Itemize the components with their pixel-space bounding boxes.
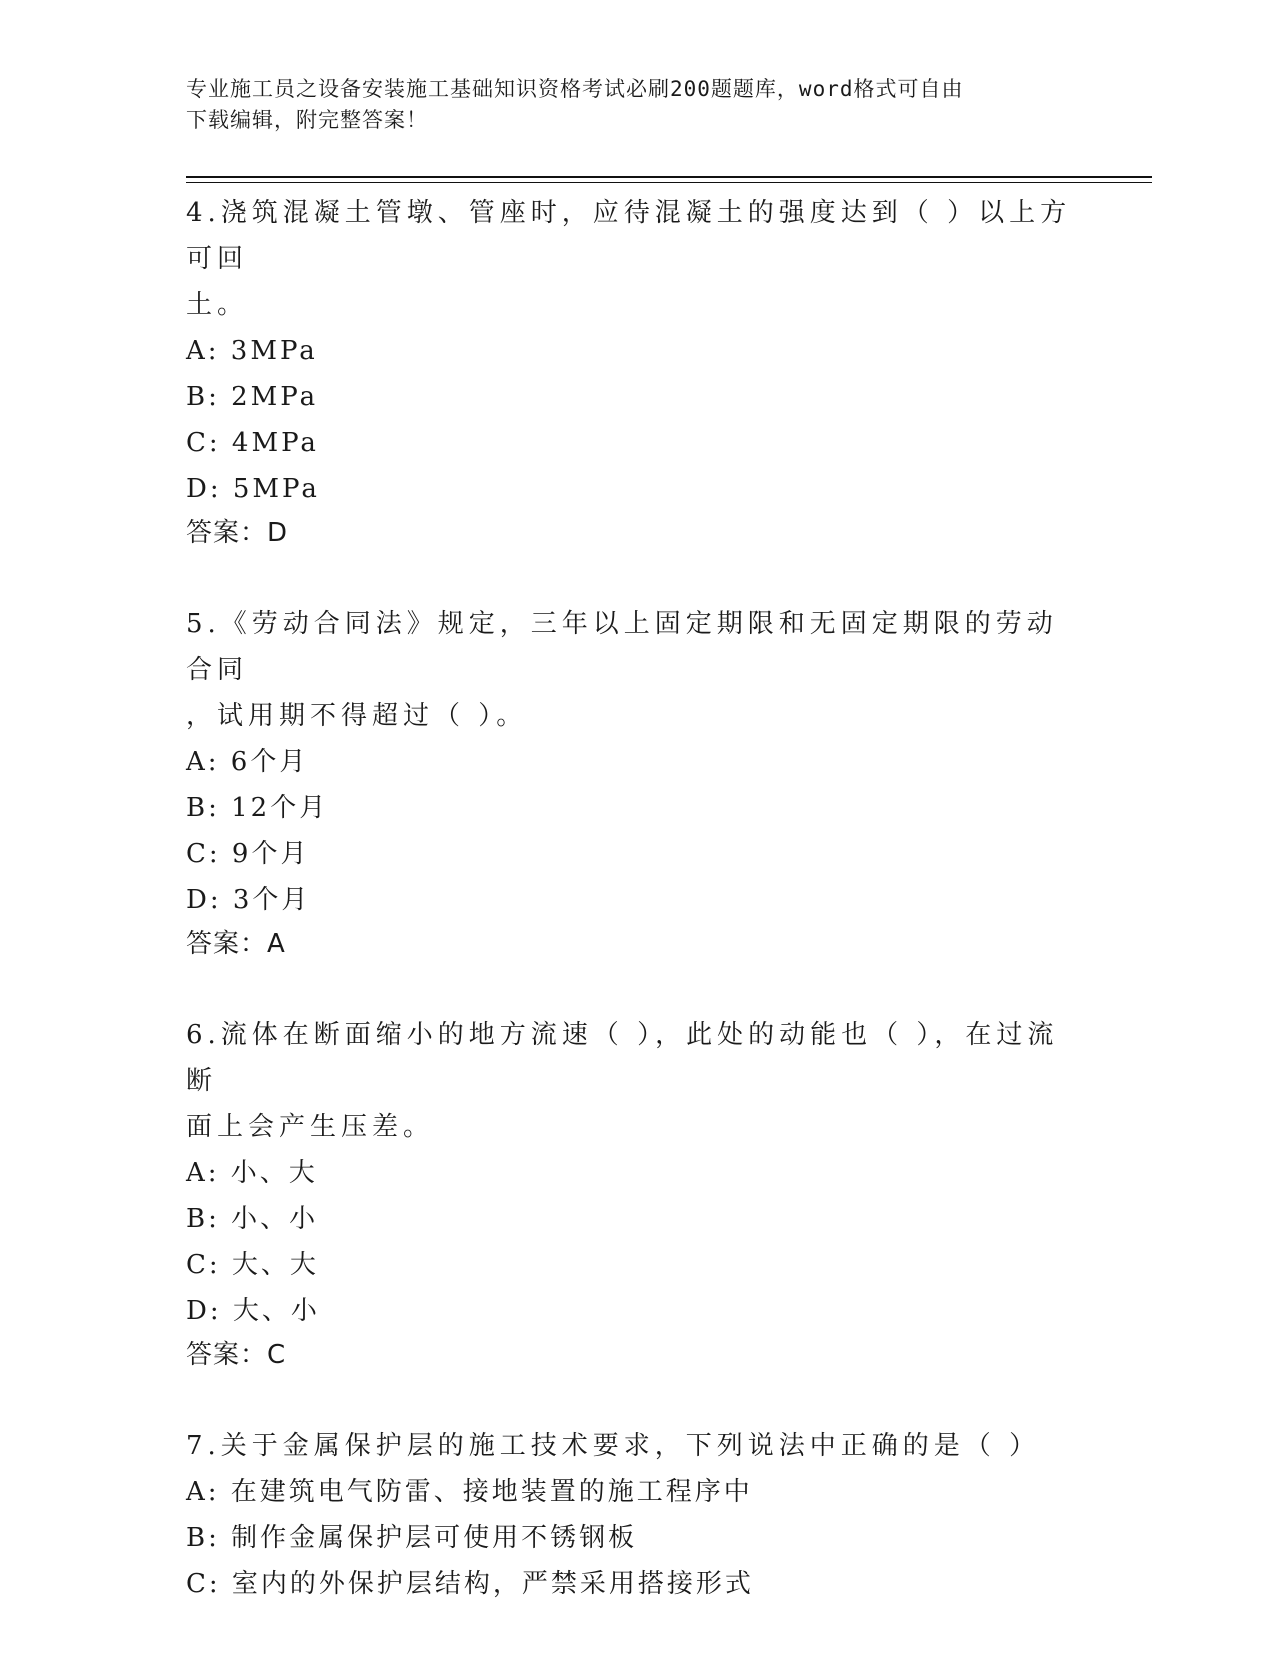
question-stem-line-2: 土。 xyxy=(186,290,249,320)
option-d: D: 5MPa xyxy=(186,474,320,504)
question-stem xyxy=(186,1012,1086,1150)
document-header xyxy=(186,74,1086,136)
option-a: A: 小、大 xyxy=(186,1158,318,1188)
question-list xyxy=(186,190,1086,1654)
header-rule-thick xyxy=(186,176,1152,178)
option-c: C: 大、大 xyxy=(186,1250,319,1280)
question-4 xyxy=(186,190,1086,554)
question-stem xyxy=(186,601,1086,739)
question-6 xyxy=(186,1012,1086,1376)
option-d: D: 大、小 xyxy=(186,1296,320,1326)
option-c: C: 4MPa xyxy=(186,428,319,458)
question-stem-line-2: 面上会产生压差。 xyxy=(186,1112,435,1142)
answer: 答案：C xyxy=(186,1340,287,1370)
answer: 答案：A xyxy=(186,929,286,959)
question-stem-line-2: ，试用期不得超过（ ）。 xyxy=(186,701,528,731)
header-rule-thin xyxy=(186,182,1152,183)
option-b: B: 小、小 xyxy=(186,1204,319,1234)
answer: 答案：D xyxy=(186,518,289,548)
question-stem-line-1: 6.流体在断面缩小的地方流速（ ），此处的动能也（ ），在过流断 xyxy=(186,1020,1059,1096)
option-b: B: 12个月 xyxy=(186,793,329,823)
question-stem-line-1: 7.关于金属保护层的施工技术要求，下列说法中正确的是（ ） xyxy=(186,1431,1041,1461)
option-d: D: 3个月 xyxy=(186,885,311,915)
option-a: A: 6个月 xyxy=(186,747,309,777)
question-5 xyxy=(186,601,1086,965)
question-stem-line-1: 4.浇筑混凝土管墩、管座时，应待混凝土的强度达到（ ）以上方可回 xyxy=(186,198,1072,274)
option-c: C: 9个月 xyxy=(186,839,310,869)
option-a: A: 在建筑电气防雷、接地装置的施工程序中 xyxy=(186,1477,753,1507)
question-stem xyxy=(186,190,1086,328)
option-b: B: 2MPa xyxy=(186,382,319,412)
question-stem xyxy=(186,1423,1086,1469)
header-line-1: 专业施工员之设备安装施工基础知识资格考试必刷200题题库，word格式可自由 xyxy=(186,77,964,101)
option-b: B: 制作金属保护层可使用不锈钢板 xyxy=(186,1523,638,1553)
header-line-2: 下载编辑，附完整答案！ xyxy=(186,108,428,132)
option-c: C: 室内的外保护层结构，严禁采用搭接形式 xyxy=(186,1569,754,1599)
question-7 xyxy=(186,1423,1086,1607)
option-a: A: 3MPa xyxy=(186,336,318,366)
question-stem-line-1: 5.《劳动合同法》规定，三年以上固定期限和无固定期限的劳动合同 xyxy=(186,609,1058,685)
